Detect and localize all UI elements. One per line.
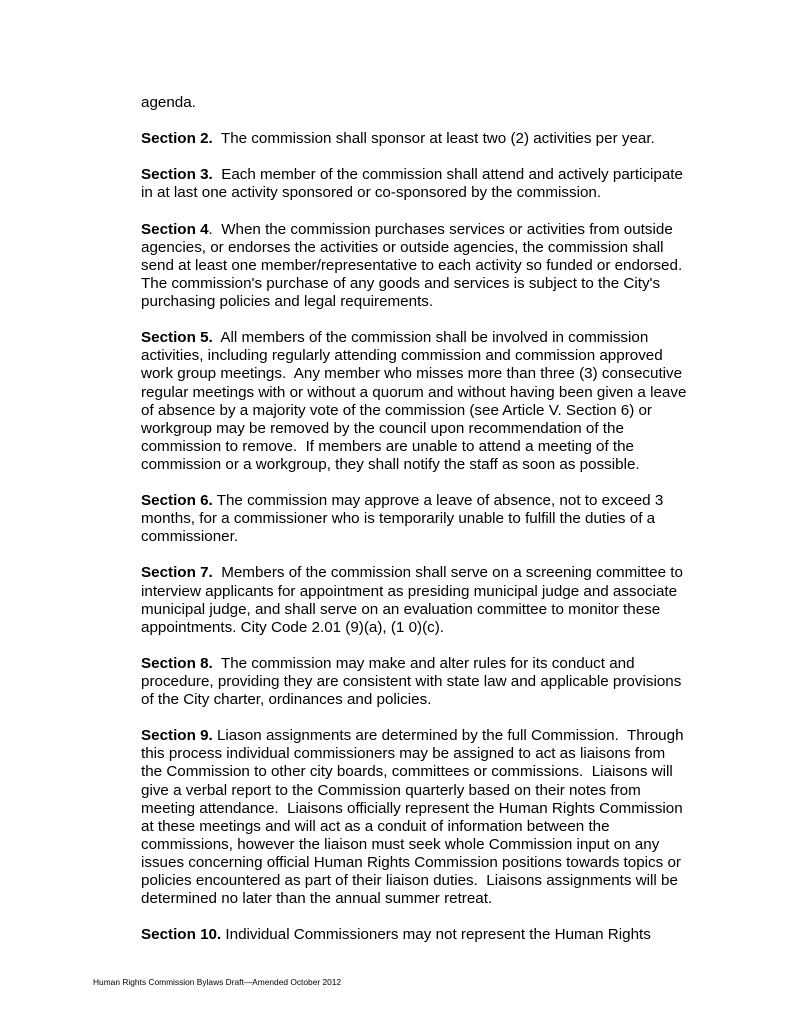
section-3 [141,166,721,202]
text-line: determined no later than the annual summer retreat. [141,890,493,908]
document-body [141,94,721,963]
text-line [141,221,721,239]
text-line: policies encountered as part of their liaison duties. Liaisons assignments will be [141,872,678,890]
section-label: Section 4 [141,220,209,238]
text-line: appointments. City Code 2.01 (9)(a), (1 0)(c). [141,618,445,636]
section-text: Liason assignments are determined by the full Commission. Through [212,727,684,745]
section-9 [141,727,721,908]
text-line: issues concerning official Human Rights Commission positions towards topics or [141,853,681,871]
section-label: Section 2. [141,130,213,148]
text-line [141,564,721,582]
text-line: regular meetings with or without a quorum and without having been given a leave [141,383,687,401]
text-line: agencies, or endorses the activities or outside agencies, the commission shall [141,238,664,256]
section-text: Individual Commissioners may not represent the Human Rights [221,926,651,944]
text-line: agenda. [141,94,196,111]
section-label: Section 3. [141,166,213,184]
text-line: work group meetings. Any member who misses more than three (3) consecutive [141,365,683,383]
section-label: Section 9. [141,727,213,745]
text-line: months, for a commissioner who is temporarily unable to fulfill the duties of a [141,510,656,528]
section-text: . When the commission purchases services or activities from outside [208,220,673,238]
text-line: commissioner. [141,528,239,546]
text-line [141,329,721,347]
text-line: this process individual commissioners may be assigned to act as liaisons from [141,745,666,763]
text-line [141,926,721,944]
text-line: in at last one activity sponsored or co-sponsored by the commission. [141,184,602,202]
text-line [141,727,721,745]
section-text: All members of the commission shall be involved in commission [212,329,649,347]
section-text: The commission may make and alter rules for its conduct and [212,654,635,672]
text-line [141,492,721,510]
section-text: Each member of the commission shall attend and actively participate [212,166,683,184]
text-line: procedure, providing they are consistent with state law and applicable provisions [141,673,682,690]
section-8 [141,655,721,709]
section-4 [141,221,721,311]
continuation-paragraph [141,94,721,112]
section-6 [141,492,721,546]
section-text: The commission shall sponsor at least two (2) activities per year. [212,130,655,148]
text-line [141,130,721,148]
text-line: activities, including regularly attending commission and commission approved [141,347,663,365]
text-line: meeting attendance. Liaisons officially represent the Human Rights Commission [141,799,683,817]
text-line: at these meetings and will act as a conduit of information between the [141,817,610,835]
text-line: commission or a workgroup, they shall notify the staff as soon as possible. [141,455,640,473]
text-line: give a verbal report to the Commission quarterly based on their notes from [141,781,641,799]
text-line: commission to remove. If members are unable to attend a meeting of the [141,437,634,455]
section-text: The commission may approve a leave of absence, not to exceed 3 [212,492,664,510]
text-line: purchasing policies and legal requirements. [141,293,434,311]
text-line: send at least one member/representative to each activity so funded or endorsed. [141,256,683,274]
text-line: commissions, however the liaison must seek whole Commission input on any [141,835,660,853]
section-label: Section 8. [141,654,213,672]
text-line: the Commission to other city boards, committees or commissions. Liaisons will [141,763,673,781]
page-footer: Human Rights Commission Bylaws Draft—Amended October 2012 [93,977,342,987]
text-line: interview applicants for appointment as presiding municipal judge and associate [141,582,678,600]
section-label: Section 10. [141,926,222,944]
text-line: of absence by a majority vote of the commission (see Article V. Section 6) or [141,401,652,419]
text-line: workgroup may be removed by the council upon recommendation of the [141,419,624,437]
text-line [141,166,721,184]
section-7 [141,564,721,636]
section-5 [141,329,721,474]
section-text: Members of the commission shall serve on a screening committee to [212,564,683,582]
section-10 [141,926,721,944]
section-label: Section 6. [141,492,213,510]
section-2 [141,130,721,148]
text-line [141,655,721,673]
text-line: municipal judge, and shall serve on an evaluation committee to monitor these [141,600,661,618]
text-line: of the City charter, ordinances and policies. [141,691,432,709]
section-label: Section 7. [141,564,213,582]
text-line: The commission's purchase of any goods and services is subject to the City's [141,274,661,292]
section-label: Section 5. [141,329,213,347]
